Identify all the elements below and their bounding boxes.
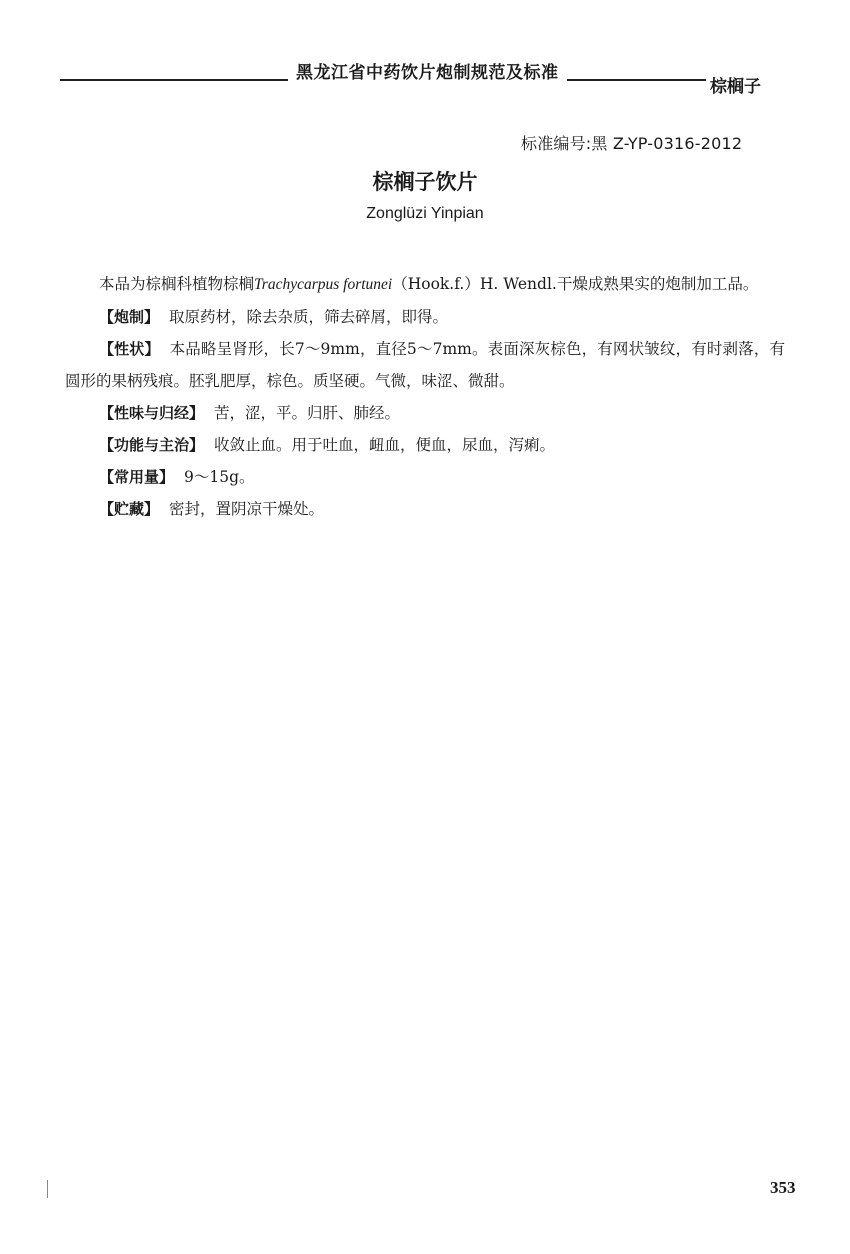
monograph-title: 棕榈子饮片 <box>372 170 478 194</box>
header-book-title: 黑龙江省中药饮片炮制规范及标准 <box>288 58 567 83</box>
page-number: 353 <box>770 1178 796 1197</box>
entry-nature <box>65 397 785 429</box>
entry-label: 【炮制】 <box>99 308 160 326</box>
entry-text: 9～15g。 <box>184 468 255 486</box>
entry-text: 苦，涩，平。归肝、肺经。 <box>214 404 401 422</box>
entry-label: 【性状】 <box>99 340 160 358</box>
standard-number: 标准编号:黑 Z-YP-0316-2012 <box>521 134 743 153</box>
entry-text: 密封，置阴凉干燥处。 <box>169 500 325 518</box>
entry-label: 【贮藏】 <box>99 500 160 518</box>
entry-label: 【性味与归经】 <box>99 404 205 422</box>
entry-description <box>65 333 785 397</box>
intro-text-after: （Hook.f.）H. Wendl.干燥成熟果实的炮制加工品。 <box>392 275 759 293</box>
entry-text: 本品略呈肾形，长7～9mm，直径5～7mm。表面深灰棕色，有网状皱纹，有时剥落，有圆形的果柄残痕。胚乳肥厚，棕色。质坚硬。气微，味涩、微甜。 <box>65 340 785 390</box>
entry-label: 【功能与主治】 <box>99 436 205 454</box>
latin-name: Trachycarpus fortunei <box>254 276 393 293</box>
intro-text-before: 本品为棕榈科植物棕榈 <box>99 275 255 293</box>
entry-dosage <box>65 461 785 493</box>
monograph-body <box>65 268 785 525</box>
entry-function <box>65 429 785 461</box>
entry-text: 取原药材，除去杂质，筛去碎屑，即得。 <box>169 308 449 326</box>
entry-storage <box>65 493 785 525</box>
entry-label: 【常用量】 <box>99 468 175 486</box>
header-running-title: 棕榈子 <box>706 72 765 97</box>
monograph-pinyin: Zonglüzi Yinpian <box>366 205 484 222</box>
entry-text: 收敛止血。用于吐血，衄血，便血，尿血，泻痢。 <box>214 436 556 454</box>
intro-paragraph <box>65 268 785 301</box>
margin-mark <box>47 1180 48 1198</box>
entry-processing <box>65 301 785 333</box>
